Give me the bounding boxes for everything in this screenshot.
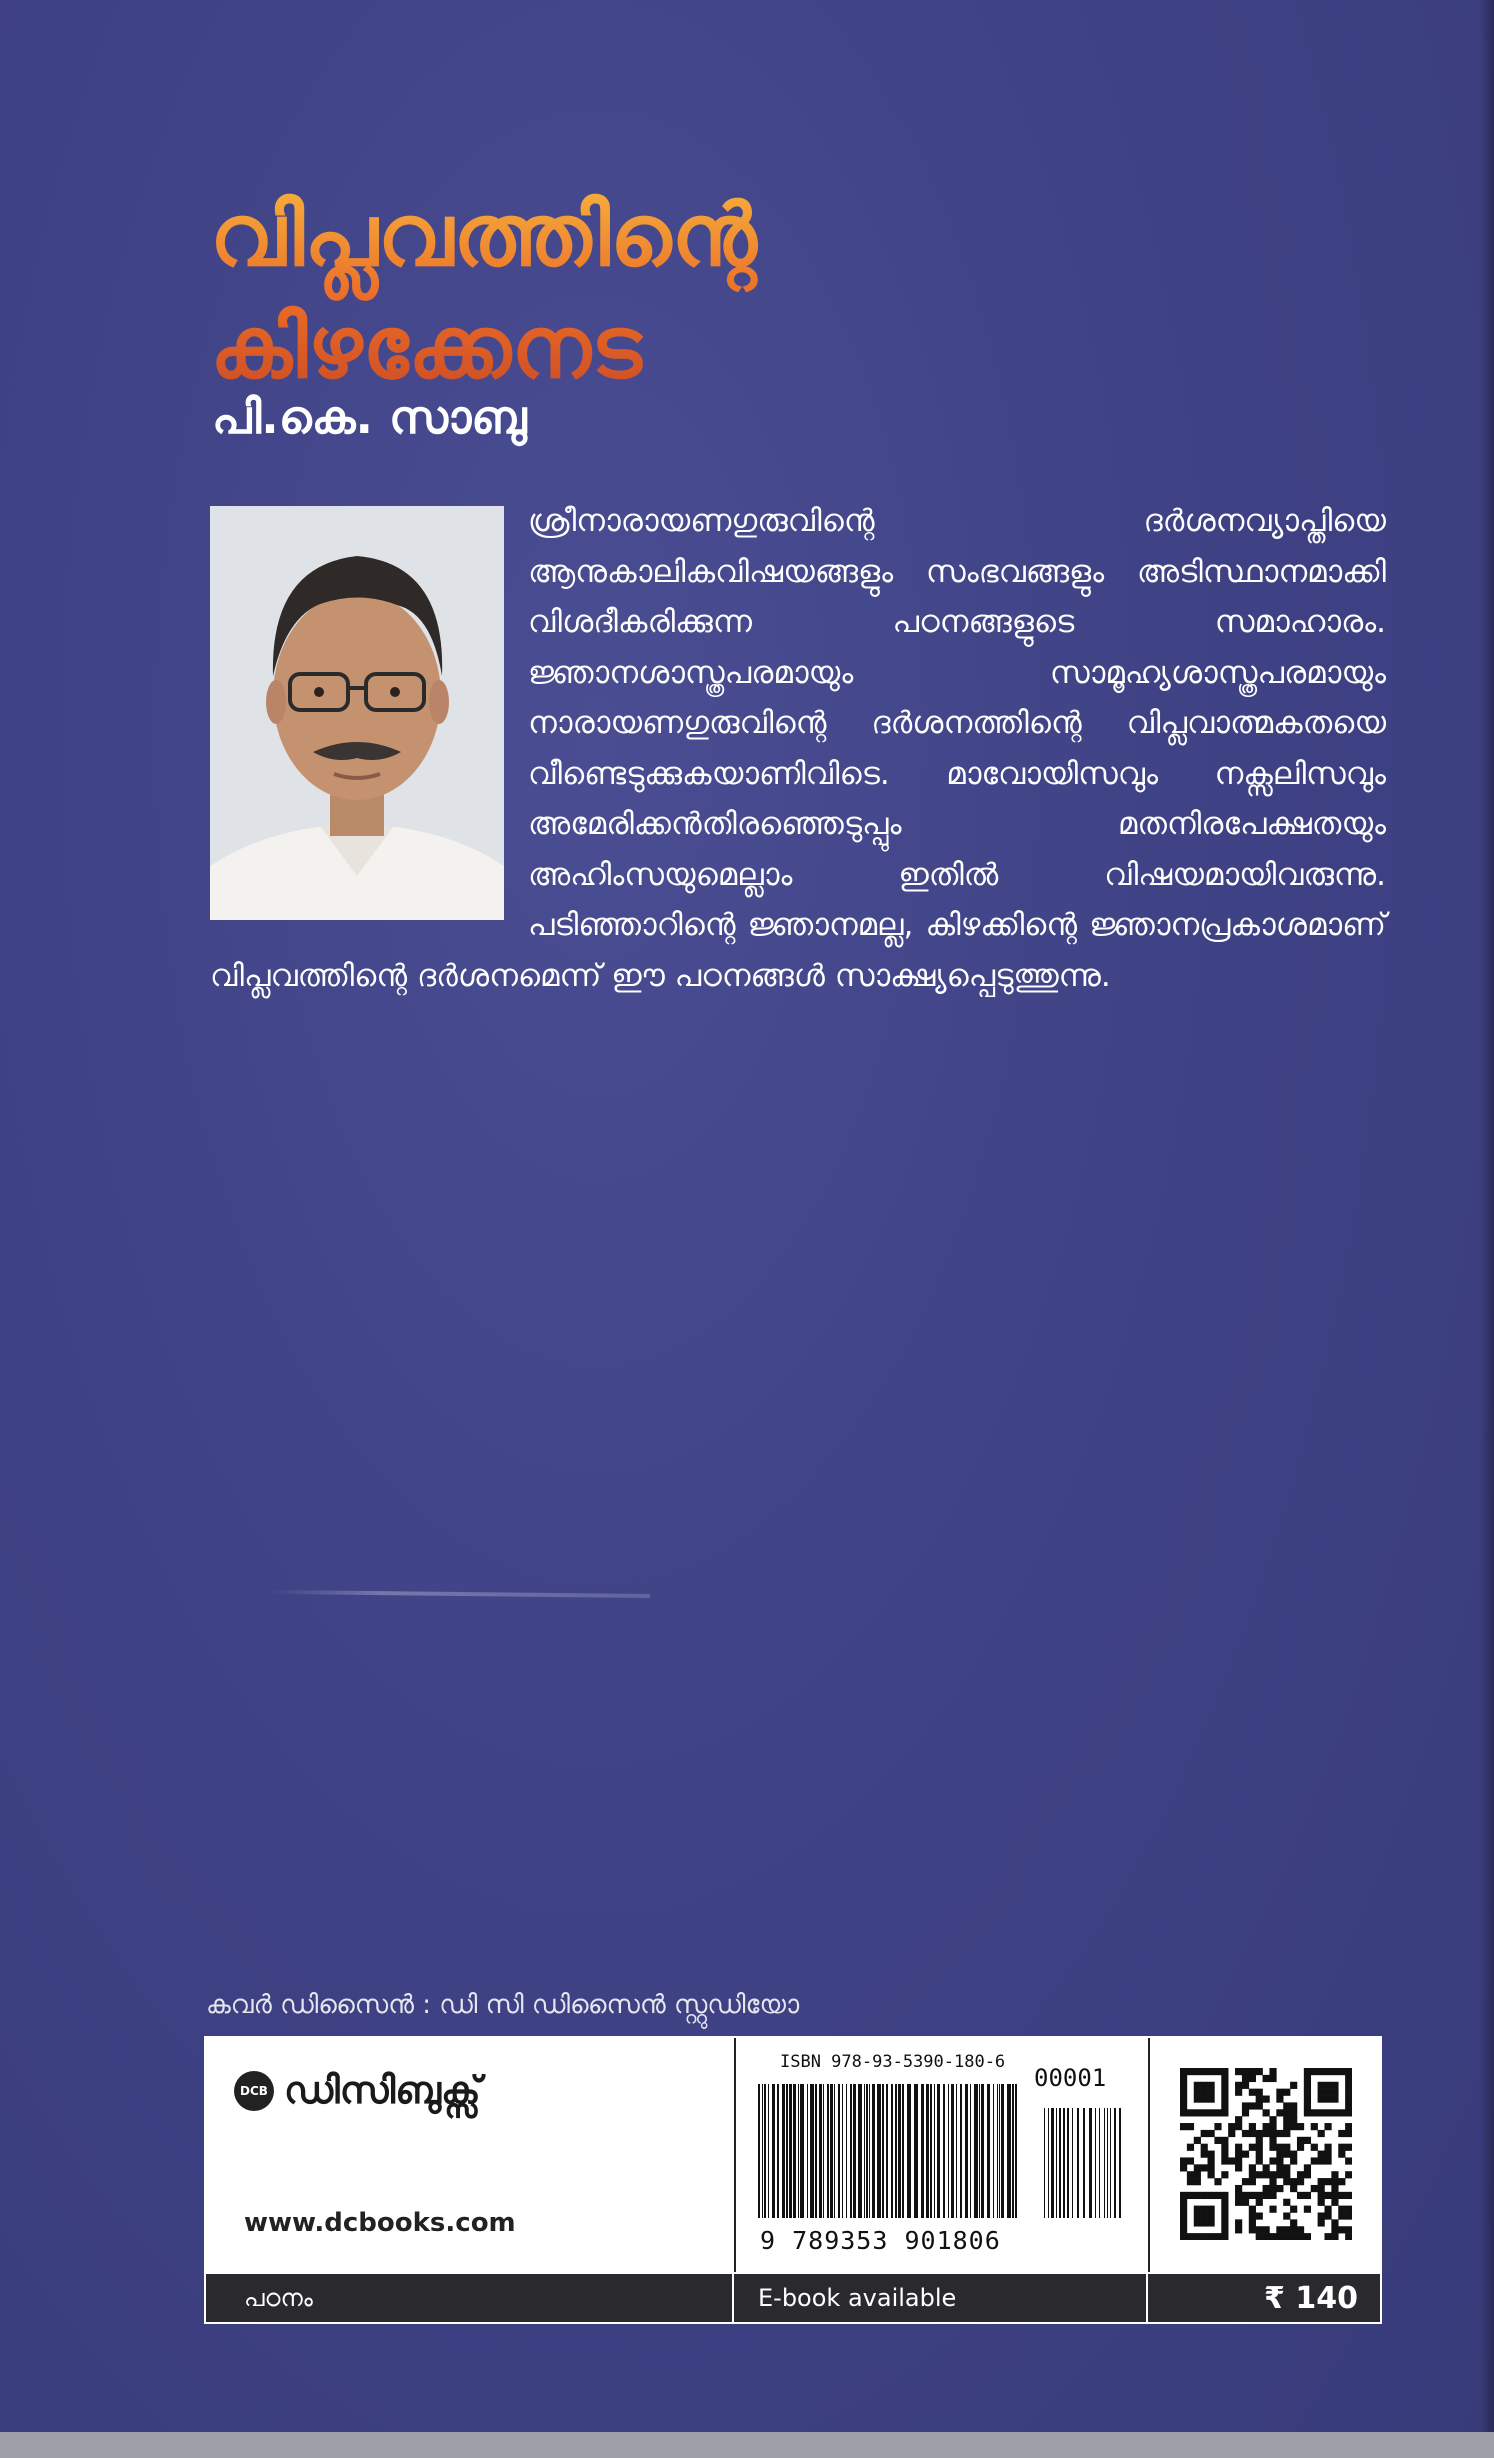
cover-bottom-edge [0,2432,1494,2458]
publisher-panel [206,2038,736,2274]
publisher-name: ഡിസിബുക്സ് [284,2068,481,2112]
barcode-digits: 9 789353 901806 [760,2226,1001,2255]
qr-code-icon[interactable] [1180,2068,1352,2240]
cover-edge-shadow [1480,0,1494,2458]
barcode-panel [736,2038,1150,2274]
footer-strip [204,2272,1382,2324]
isbn-text: ISBN 978-93-5390-180-6 [780,2052,1006,2072]
title-line-2: കിഴക്കേനട [210,298,642,398]
blurb-text: ശ്രീനാരായണഗുരുവിന്റെ ദർശനവ്യാപ്തിയെ ആനുകാലികവിഷയങ്ങളും സംഭവങ്ങളും അടിസ്ഥാനമാക്കി വിശദീകരിക്കുന്ന പഠനങ്ങളുടെ സമാഹാരം. ജ്ഞാനശാസ്ത്രപരമായും സാമൂഹ്യശാസ്ത്രപരമായും നാരായണഗുരുവിന്റെ ദർശനത്തിന്റെ വിപ്ലവാത്മകതയെ വീണ്ടെടുക്കുകയാണിവിടെ. മാവോയിസവും നക്സലിസവും അമേരിക്കൻതിരഞ്ഞെടുപ്പും മതനിരപേക്ഷതയും അഹിംസയുമെല്ലാം ഇതിൽ വിഷയമായിവരുന്നു. പടിഞ്ഞാറിന്റെ ജ്ഞാനമല്ല, കിഴക്കിന്റെ ജ്ഞാനപ്രകാശമാണ് വിപ്ലവത്തിന്റെ ദർശനമെന്ന് ഈ പഠനങ്ങൾ സാക്ഷ്യപ്പെടുത്തുന്നു. [210,503,1386,994]
dcb-logo-icon: DCB [234,2071,274,2111]
publisher-branding [234,2068,481,2113]
category-label: പഠനം [206,2274,734,2322]
author-name: പി.കെ. സാബു [212,390,527,444]
publisher-info-box [204,2036,1382,2276]
publisher-website-link[interactable]: www.dcbooks.com [244,2208,516,2238]
price-label: ₹ 140 [1264,2280,1358,2316]
barcode-icon [758,2084,1128,2224]
author-portrait-illustration [210,506,504,920]
title-line-1: വിപ്ലവത്തിന്റെ [210,186,757,286]
qr-panel [1150,2038,1380,2274]
ebook-label: E-book available [736,2274,1148,2322]
barcode-addon-number: 00001 [1034,2064,1107,2092]
book-title [210,180,1010,404]
cover-design-credit: കവർ ഡിസൈൻ : ഡി സി ഡിസൈൻ സ്റ്റുഡിയോ [206,1990,800,2020]
author-photo [210,506,504,920]
